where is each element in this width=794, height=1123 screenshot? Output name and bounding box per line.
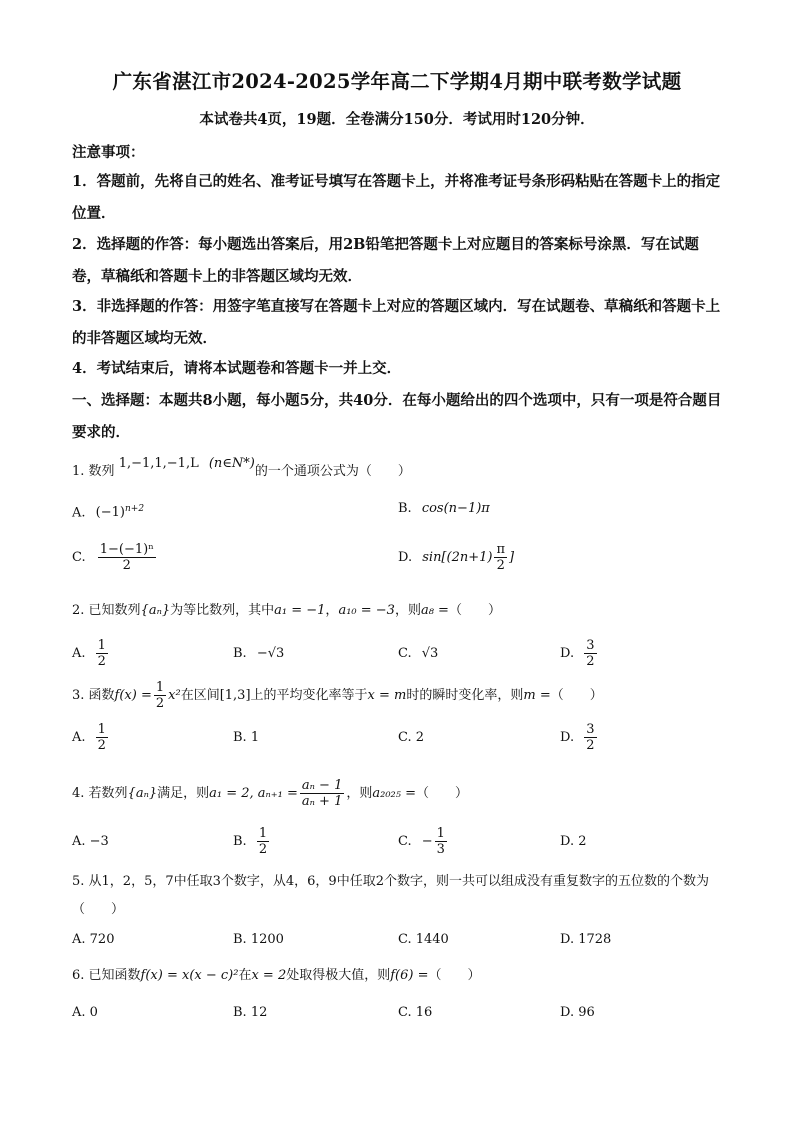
q1-prefix: 1. 数列 [72, 464, 115, 479]
section-heading: 一、选择题：本题共8小题，每小题5分，共40分．在每小题给出的四个选项中，只有一项是符合题目要求的． [72, 392, 722, 441]
q5-option-a[interactable]: A. 720 [72, 932, 115, 947]
q4-option-d[interactable]: D. 2 [560, 834, 587, 849]
q1-suffix: 的一个通项公式为（ ） [254, 464, 411, 479]
question-5: 5. 从1，2，5，7中任取3个数字，从4，6，9中任取2个数字，则一共可以组成没有重复数字的五位数的个数为（ ） [72, 874, 709, 917]
q1-option-c[interactable]: C. $\frac{\text{1−(−1)ⁿ}}{2}$ [72, 542, 154, 573]
question-1 [72, 456, 722, 482]
q4-option-c[interactable]: C. − $\frac{1}{3}$ [398, 826, 445, 857]
q2-option-b[interactable]: B. −√3 [233, 646, 285, 661]
q6-option-a[interactable]: A. 0 [72, 1005, 98, 1020]
q5-option-d[interactable]: D. 1728 [560, 932, 612, 947]
q3-option-d[interactable]: D. $\frac{3}{2}$ [560, 722, 595, 753]
question-4: 4. 若数列{aₙ}满足，则a₁ = 2, aₙ₊₁ = $\frac{\text{aₙ − 1}}{\text{aₙ + 1}}$ ，则a₂₀₂₅ =（ ） [72, 778, 469, 809]
q6-option-d[interactable]: D. 96 [560, 1005, 595, 1020]
question-3: 3. 函数f(x) = $\frac{1}{2}$ x²在区间[1,3]上的平均变化率等于x = m时的瞬时变化率，则m =（ ） [72, 680, 603, 711]
notice-heading: 注意事项： [72, 144, 145, 161]
exam-info: 本试卷共4页，19题．全卷满分150分．考试用时120分钟． [199, 111, 595, 128]
q2-option-a[interactable]: A. $\frac{1}{2}$ [72, 638, 106, 669]
q3-option-a[interactable]: A. $\frac{1}{2}$ [72, 722, 106, 753]
q1-option-b[interactable]: B. cos(n−1)π [398, 501, 490, 516]
q2-option-d[interactable]: D. $\frac{3}{2}$ [560, 638, 595, 669]
q1-option-d[interactable]: D. sin[(2n+1) $\frac{\pi}{2}$ ] [398, 542, 515, 573]
notice-item-1: 1．答题前，先将自己的姓名、准考证号填写在答题卡上，并将准考证号条形码粘贴在答题卡上的指定位置． [72, 173, 721, 222]
notice-item-2: 2．选择题的作答：每小题选出答案后，用2B铅笔把答题卡上对应题目的答案标号涂黑．写在试题卷，草稿纸和答题卡上的非答题区域均无效． [72, 236, 699, 285]
notice-item-4: 4．考试结束后，请将本试题卷和答题卡一并上交． [72, 360, 402, 377]
q3-option-c[interactable]: C. 2 [398, 730, 425, 745]
page-title: 广东省湛江市2024-2025学年高二下学期4月期中联考数学试题 [112, 70, 682, 93]
q2-option-c[interactable]: C. √3 [398, 646, 439, 661]
q3-option-b[interactable]: B. 1 [233, 730, 260, 745]
q5-option-c[interactable]: C. 1440 [398, 932, 449, 947]
q1-condition: (n∈N*) [208, 456, 255, 471]
q4-option-b[interactable]: B. $\frac{1}{2}$ [233, 826, 268, 857]
q5-option-b[interactable]: B. 1200 [233, 932, 284, 947]
question-2: 2. 已知数列{aₙ}为等比数列，其中a₁ = −1，a₁₀ = −3，则a₈ =（ ） [72, 603, 501, 618]
q4-option-a[interactable]: A. −3 [72, 834, 109, 849]
q6-option-b[interactable]: B. 12 [233, 1005, 268, 1020]
q1-sequence: 1,−1,1,−1,L [118, 456, 199, 471]
question-6: 6. 已知函数f(x) = x(x − c)²在x = 2处取得极大值，则f(6) =（ ） [72, 968, 481, 983]
q6-option-c[interactable]: C. 16 [398, 1005, 433, 1020]
notice-item-3: 3．非选择题的作答：用签字笔直接写在答题卡上对应的答题区域内．写在试题卷、草稿纸和答题卡上的非答题区域均无效． [72, 298, 721, 347]
q1-option-a[interactable]: A. $(-1)^{n+2}$ [72, 504, 145, 521]
